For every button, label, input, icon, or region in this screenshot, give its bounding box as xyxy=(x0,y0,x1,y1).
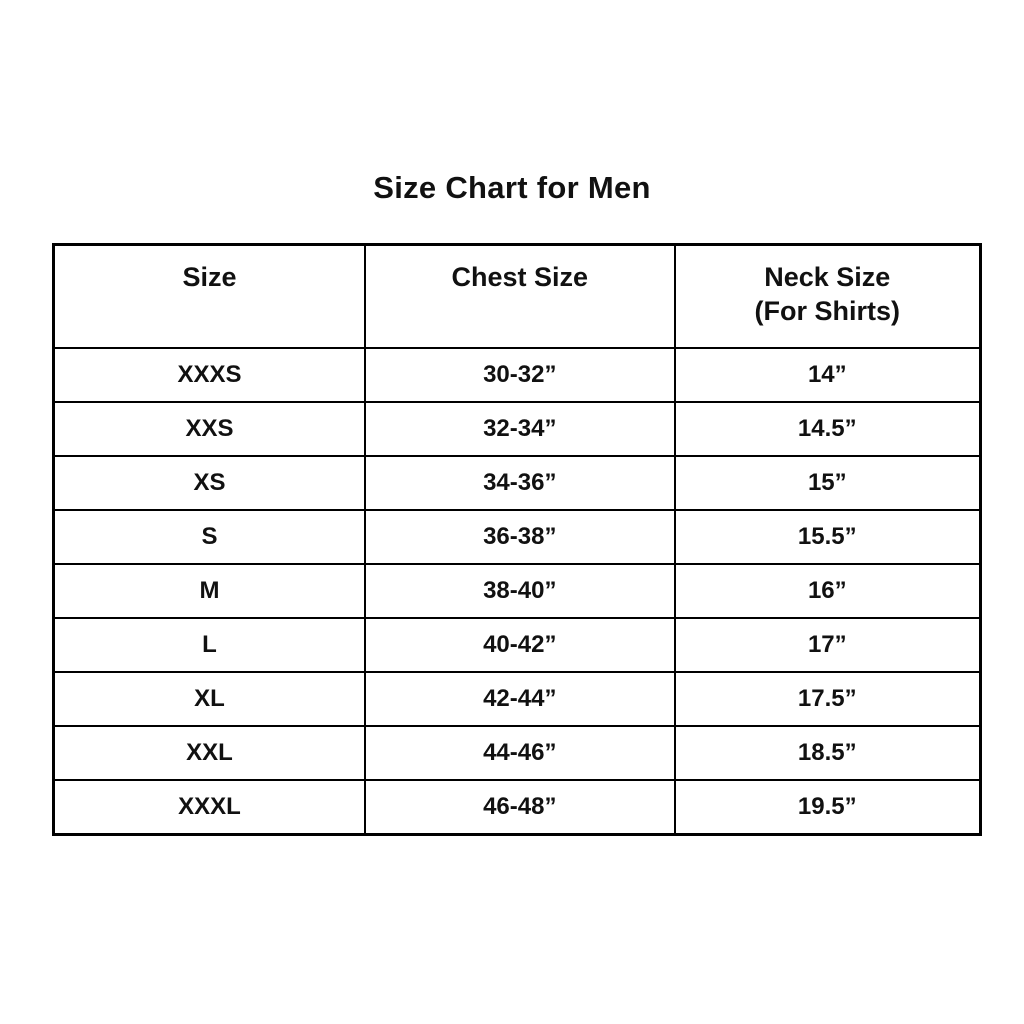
table-row xyxy=(54,348,981,402)
neck-size-cell: 15” xyxy=(675,456,981,510)
column-header-size-label: Size xyxy=(182,262,237,292)
size-cell: XXXL xyxy=(54,780,365,835)
chest-size-cell: 42-44” xyxy=(365,672,675,726)
column-header-neck-size-sublabel: (For Shirts) xyxy=(754,296,901,326)
neck-size-cell: 19.5” xyxy=(675,780,981,835)
column-header-size xyxy=(54,245,365,349)
chest-size-cell: 46-48” xyxy=(365,780,675,835)
column-header-neck-size-label: Neck Size xyxy=(764,262,891,292)
column-header-neck-size xyxy=(675,245,981,349)
size-cell: S xyxy=(54,510,365,564)
neck-size-cell: 17.5” xyxy=(675,672,981,726)
header-row xyxy=(54,245,981,349)
chest-size-cell: 44-46” xyxy=(365,726,675,780)
page-title: Size Chart for Men xyxy=(373,170,651,205)
size-chart-table xyxy=(52,243,982,836)
table-row xyxy=(54,618,981,672)
neck-size-cell: 18.5” xyxy=(675,726,981,780)
neck-size-cell: 15.5” xyxy=(675,510,981,564)
table-row xyxy=(54,456,981,510)
size-cell: XL xyxy=(54,672,365,726)
column-header-chest-size xyxy=(365,245,675,349)
neck-size-cell: 14” xyxy=(675,348,981,402)
table-row xyxy=(54,672,981,726)
neck-size-cell: 14.5” xyxy=(675,402,981,456)
table-row xyxy=(54,564,981,618)
size-cell: M xyxy=(54,564,365,618)
table-row xyxy=(54,780,981,835)
table-row xyxy=(54,726,981,780)
table-row xyxy=(54,510,981,564)
neck-size-cell: 16” xyxy=(675,564,981,618)
table-row xyxy=(54,402,981,456)
neck-size-cell: 17” xyxy=(675,618,981,672)
column-header-chest-size-label: Chest Size xyxy=(451,262,589,292)
chest-size-cell: 34-36” xyxy=(365,456,675,510)
chest-size-cell: 30-32” xyxy=(365,348,675,402)
size-cell: XXS xyxy=(54,402,365,456)
size-cell: XS xyxy=(54,456,365,510)
size-cell: L xyxy=(54,618,365,672)
size-cell: XXL xyxy=(54,726,365,780)
chest-size-cell: 38-40” xyxy=(365,564,675,618)
chest-size-cell: 36-38” xyxy=(365,510,675,564)
chest-size-cell: 32-34” xyxy=(365,402,675,456)
chest-size-cell: 40-42” xyxy=(365,618,675,672)
size-cell: XXXS xyxy=(54,348,365,402)
